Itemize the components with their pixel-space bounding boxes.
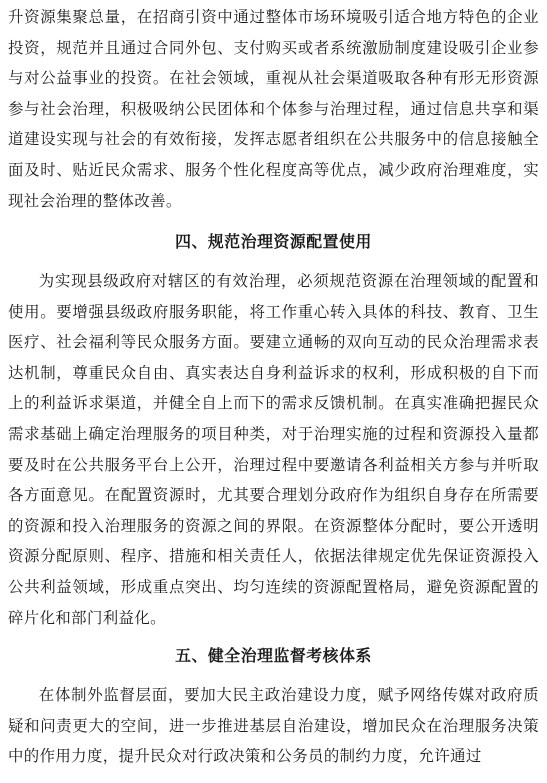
section-heading: 四、规范治理资源配置使用 (175, 232, 372, 251)
body-paragraph: 为实现县级政府对辖区的有效治理，必须规范资源在治理领域的配置和使用。要增强县级政府服务职能，将工作重心转入具体的科技、教育、卫生医疗、社会福利等民众服务方面。要建立通畅的双向互动的民众治理需求表达机制，尊重民众自由、真实表达自身利益诉求的权利，形成积极的自下而上的利益诉求渠道，并健全自上而下的需求反馈机制。在真实准确把握民众需求基础上确定治理服务的项目种类，对于治理实施的过程和资源投入量都要及时在公共服务平台上公开，治理过程中要邀请各利益相关方参与并听取各方面意见。在配置资源时，尤其要合理划分政府作为组织自身存在所需要的资源和投入治理服务的资源之间的界限。在资源整体分配时，要公开透明资源分配原则、程序、措施和相关责任人，依据法律规定优先保证资源投入公共利益领域，形成重点突出、均匀连续的资源配置格局，避免资源配置的碎片化和部门利益化。 (8, 272, 539, 627)
body-paragraph: 升资源集聚总量，在招商引资中通过整体市场环境吸引适合地方特色的企业投资，规范并且通过合同外包、支付购买或者系统激励制度建设吸引企业参与对公益事业的投资。在社会领域，重视从社会渠道吸取各种有形无形资源参与社会治理，积极吸纳公民团体和个体参与治理过程，通过信息共享和渠道建设实现与社会的有效衔接，发挥志愿者组织在公共服务中的信息接触全面及时、贴近民众需求、服务个性化程度高等优点，减少政府治理难度，实现社会治理的整体改善。 (8, 8, 539, 210)
section-heading: 五、健全治理监督考核体系 (175, 646, 372, 665)
body-paragraph: 在体制外监督层面，要加大民主政治建设力度，赋予网络传媒对政府质疑和问责更大的空间，进一步推进基层自治建设，增加民众在治理服务决策中的作用力度，提升民众对行政决策和公务员的制约力度，允许通过 (8, 686, 539, 766)
